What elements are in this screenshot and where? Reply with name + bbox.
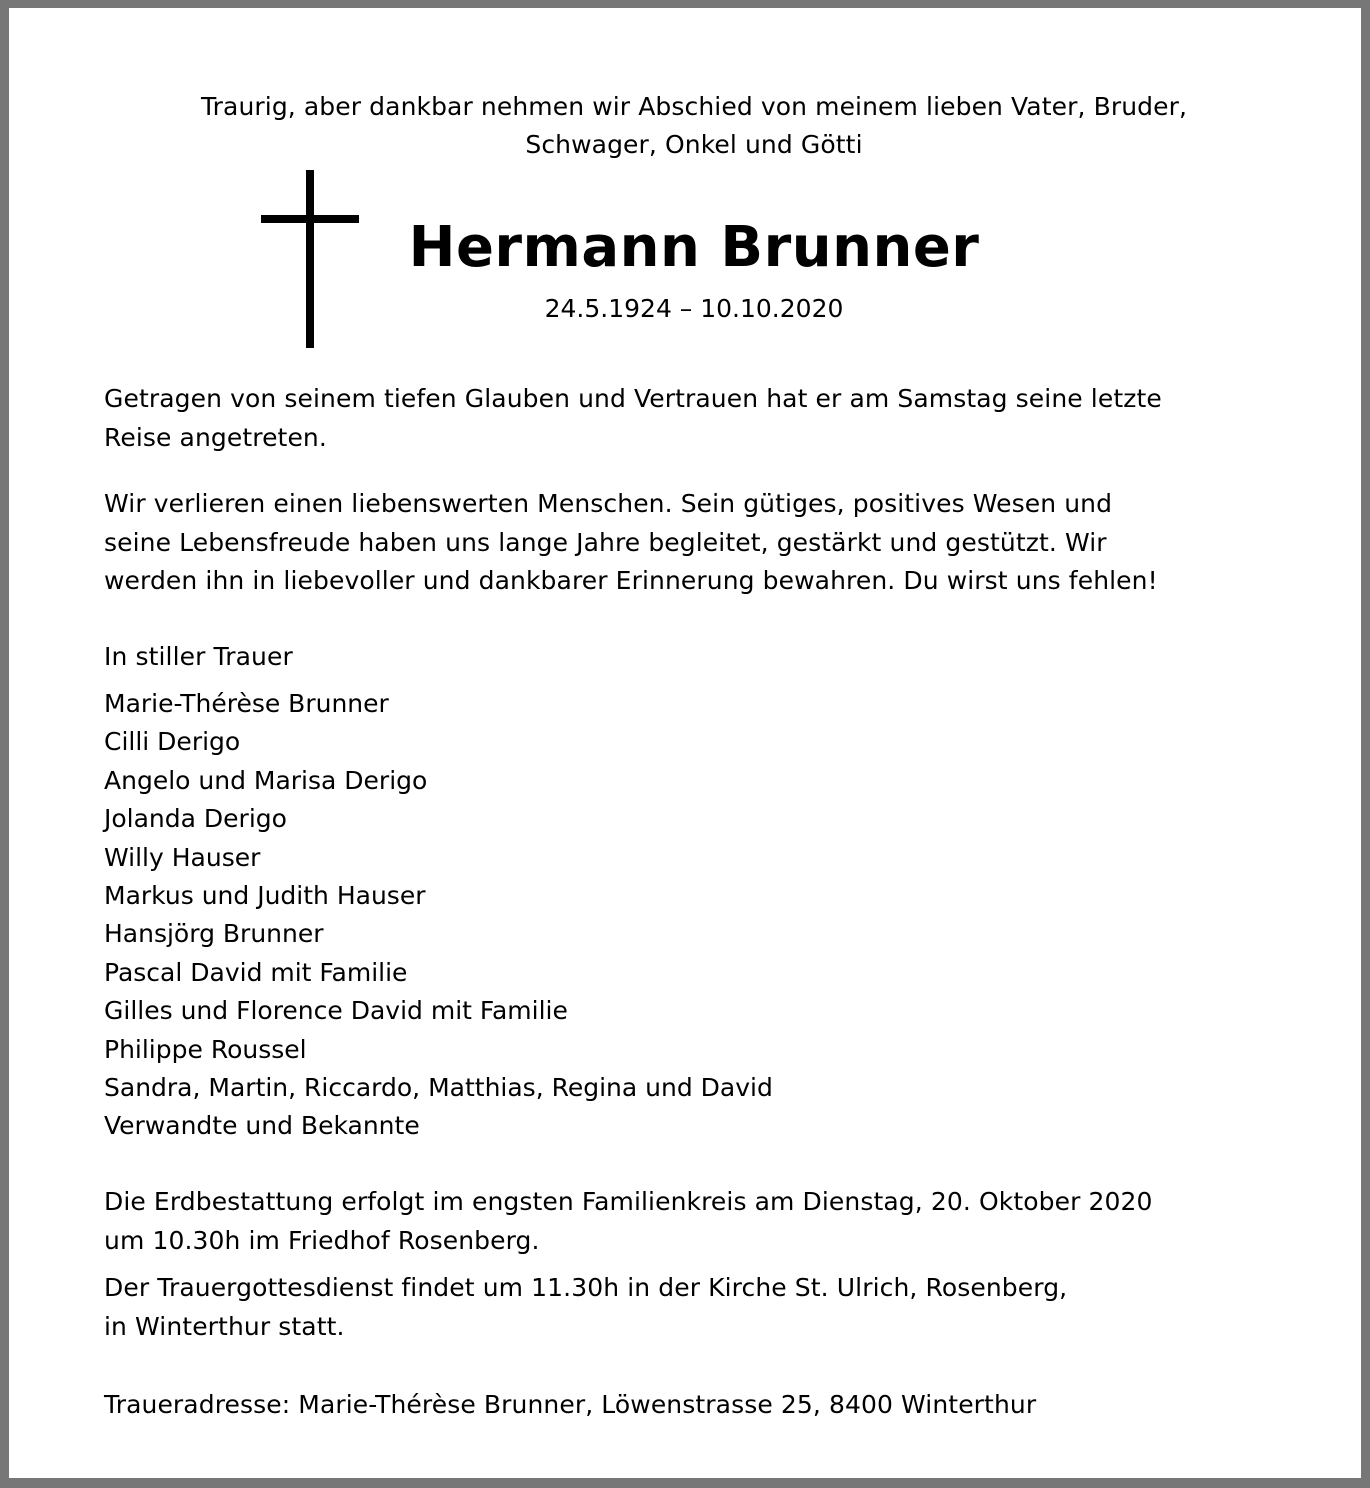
service-info bbox=[104, 1269, 1294, 1346]
mourner-name: Pascal David mit Familie bbox=[104, 957, 408, 987]
mourner-name: Sandra, Martin, Riccardo, Matthias, Regina und David bbox=[104, 1073, 773, 1103]
paragraph-line: Reise angetreten. bbox=[104, 422, 327, 452]
life-dates: 24.5.1924 – 10.10.2020 bbox=[544, 294, 844, 323]
burial-info bbox=[104, 1183, 1294, 1260]
service-line: Der Trauergottesdienst findet um 11.30h in der Kirche St. Ulrich, Rosenberg, bbox=[104, 1273, 1068, 1302]
mourner-name: Willy Hauser bbox=[104, 842, 261, 872]
intro-line: Traurig, aber dankbar nehmen wir Abschied von meinem lieben Vater, Bruder, bbox=[200, 92, 1188, 121]
cross-vertical-bar bbox=[306, 170, 314, 348]
mourning-address: Traueradresse: Marie-Thérèse Brunner, Löwenstrasse 25, 8400 Winterthur bbox=[104, 1390, 1037, 1419]
paragraph-faith bbox=[104, 380, 1294, 457]
burial-line: um 10.30h im Friedhof Rosenberg. bbox=[104, 1225, 540, 1255]
paragraph-line: werden ihn in liebevoller und dankbarer Erinnerung bewahren. Du wirst uns fehlen! bbox=[104, 566, 1158, 595]
paragraph-line: Wir verlieren einen liebenswerten Menschen. Sein gütiges, positives Wesen und bbox=[104, 489, 1113, 518]
cross-icon bbox=[261, 170, 359, 348]
intro-text bbox=[69, 88, 1319, 164]
mourner-name: Markus und Judith Hauser bbox=[104, 881, 426, 911]
mourner-name: Cilli Derigo bbox=[104, 727, 241, 757]
mourner-name: Jolanda Derigo bbox=[104, 804, 287, 834]
mourner-name: Philippe Roussel bbox=[104, 1034, 307, 1064]
mourner-name: Angelo und Marisa Derigo bbox=[104, 765, 428, 795]
mourner-name: Gilles und Florence David mit Familie bbox=[104, 996, 568, 1026]
deceased-name: Hermann Brunner bbox=[408, 215, 980, 280]
burial-line: Die Erdbestattung erfolgt im engsten Familienkreis am Dienstag, 20. Oktober 2020 bbox=[104, 1187, 1153, 1216]
intro-line: Schwager, Onkel und Götti bbox=[525, 130, 863, 159]
paragraph-line: seine Lebensfreude haben uns lange Jahre begleitet, gestärkt und gestützt. Wir bbox=[104, 527, 1107, 557]
mourner-name: Marie-Thérèse Brunner bbox=[104, 689, 389, 718]
service-line: in Winterthur statt. bbox=[104, 1311, 345, 1341]
mourner-name: Hansjörg Brunner bbox=[104, 919, 324, 949]
mourners-list bbox=[104, 685, 1294, 1146]
paragraph-tribute bbox=[104, 485, 1294, 601]
cross-horizontal-bar bbox=[261, 215, 359, 223]
mourner-name: Verwandte und Bekannte bbox=[104, 1111, 420, 1141]
paragraph-line: Getragen von seinem tiefen Glauben und Vertrauen hat er am Samstag seine letzte bbox=[104, 384, 1162, 413]
mourning-label: In stiller Trauer bbox=[104, 642, 293, 671]
